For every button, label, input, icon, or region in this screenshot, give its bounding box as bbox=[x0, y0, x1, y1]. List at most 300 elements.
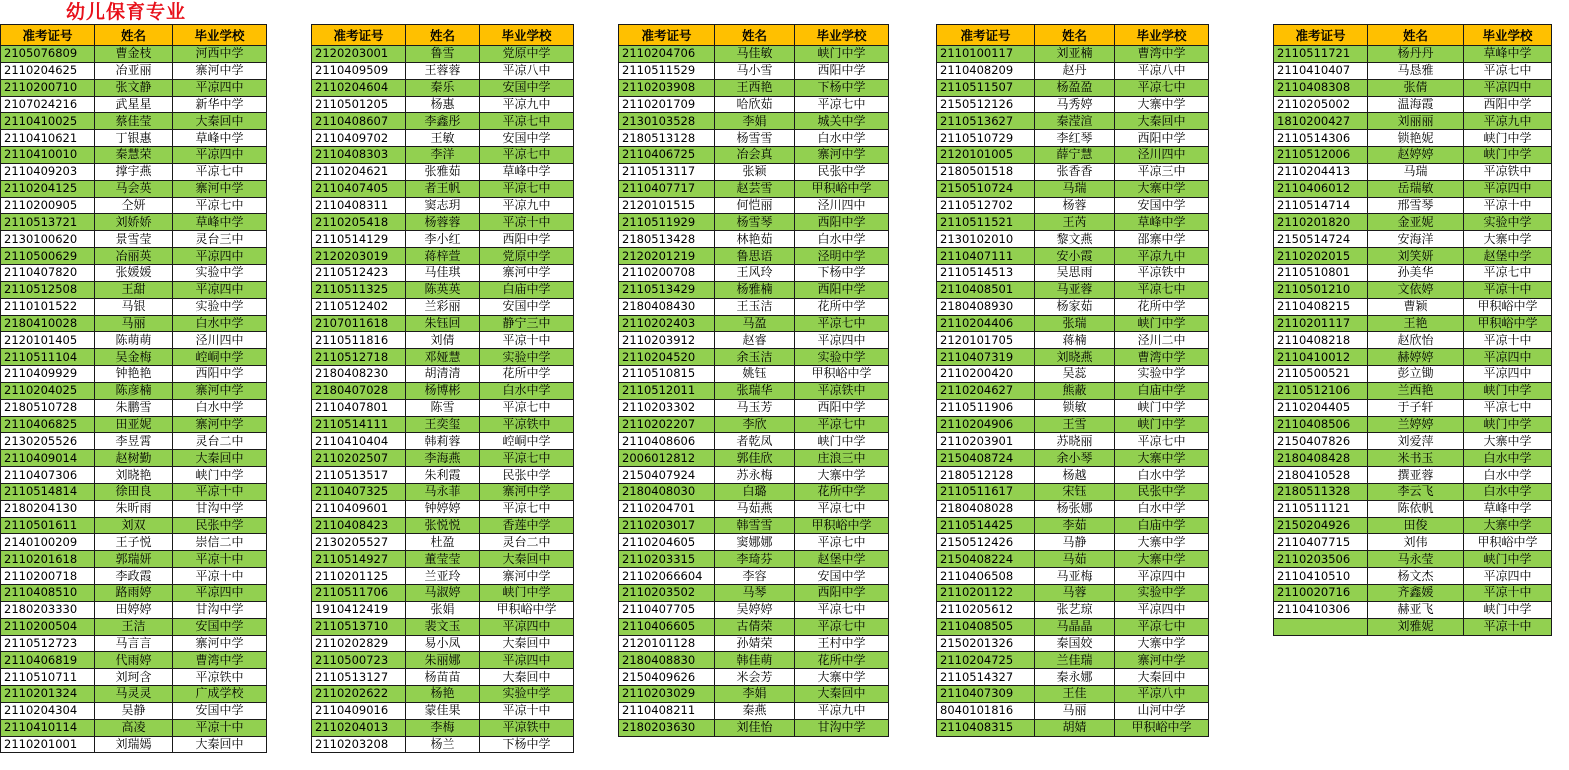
table-row bbox=[1274, 248, 1552, 265]
table-row bbox=[1274, 315, 1552, 332]
student-name-cell: 米会芳 bbox=[715, 669, 795, 686]
student-name-cell: 曹颖 bbox=[1368, 298, 1464, 315]
exam-id-cell: 2120203001 bbox=[312, 46, 406, 63]
student-name-cell: 王敏 bbox=[406, 130, 480, 147]
school-cell: 平凉七中 bbox=[1115, 618, 1209, 635]
exam-id-cell: 2110204413 bbox=[1274, 163, 1368, 180]
table-row bbox=[619, 315, 889, 332]
exam-id-cell: 2120101515 bbox=[619, 197, 715, 214]
exam-id-cell: 2110204725 bbox=[937, 652, 1035, 669]
table-row bbox=[619, 551, 889, 568]
table-row bbox=[1274, 214, 1552, 231]
student-name-cell: 熊蔽 bbox=[1035, 382, 1115, 399]
school-cell: 大秦回中 bbox=[173, 450, 267, 467]
student-name-cell: 窦娜娜 bbox=[715, 534, 795, 551]
school-cell: 泾川四中 bbox=[1115, 147, 1209, 164]
table-row bbox=[619, 197, 889, 214]
school-cell: 庄浪三中 bbox=[795, 450, 889, 467]
school-cell: 花所中学 bbox=[795, 298, 889, 315]
exam-id-cell: 2110514513 bbox=[937, 264, 1035, 281]
school-cell: 峡门中学 bbox=[480, 585, 574, 602]
table-row bbox=[619, 46, 889, 63]
student-name-cell: 刘雅妮 bbox=[1368, 618, 1464, 635]
school-cell: 白水中学 bbox=[173, 315, 267, 332]
header-name: 姓名 bbox=[406, 25, 480, 46]
exam-id-cell: 2110409203 bbox=[1, 163, 95, 180]
table-row bbox=[1, 450, 267, 467]
exam-id-cell: 2110203208 bbox=[312, 736, 406, 753]
school-cell: 曹湾中学 bbox=[173, 652, 267, 669]
table-row bbox=[619, 450, 889, 467]
student-name-cell: 冶丽英 bbox=[95, 248, 173, 265]
table-row bbox=[1274, 601, 1552, 618]
exam-id-cell: 2110512508 bbox=[1, 281, 95, 298]
school-cell: 曹湾中学 bbox=[1115, 349, 1209, 366]
exam-id-cell: 2110200710 bbox=[1, 79, 95, 96]
student-name-cell: 杨兰 bbox=[406, 736, 480, 753]
school-cell: 寨河中学 bbox=[173, 382, 267, 399]
exam-id-cell: 2110409702 bbox=[312, 130, 406, 147]
table-row bbox=[312, 467, 574, 484]
table-row bbox=[937, 46, 1209, 63]
student-name-cell: 李娟 bbox=[715, 113, 795, 130]
school-cell: 峡门中学 bbox=[1115, 315, 1209, 332]
table-row bbox=[1, 366, 267, 383]
table-row bbox=[937, 62, 1209, 79]
school-cell: 寨河中学 bbox=[173, 416, 267, 433]
school-cell: 新华中学 bbox=[173, 96, 267, 113]
student-name-cell: 韩佳萌 bbox=[715, 652, 795, 669]
school-cell: 平凉铁中 bbox=[1464, 163, 1552, 180]
student-name-cell: 刘倩 bbox=[406, 332, 480, 349]
table-row bbox=[1274, 197, 1552, 214]
exam-id-cell: 2110408211 bbox=[619, 702, 715, 719]
table-row bbox=[937, 332, 1209, 349]
exam-id-cell: 2110410407 bbox=[1274, 62, 1368, 79]
exam-id-cell: 2120101128 bbox=[619, 635, 715, 652]
table-row bbox=[937, 585, 1209, 602]
student-name-cell: 蒋梓萱 bbox=[406, 248, 480, 265]
table-row bbox=[312, 113, 574, 130]
school-cell: 大寨中学 bbox=[1464, 517, 1552, 534]
student-name-cell: 马永莹 bbox=[1368, 551, 1464, 568]
exam-id-cell: 2110511906 bbox=[937, 399, 1035, 416]
table-row bbox=[619, 534, 889, 551]
header-exam-id: 准考证号 bbox=[1, 25, 95, 46]
exam-id-cell: 2110512006 bbox=[1274, 147, 1368, 164]
table-row bbox=[937, 652, 1209, 669]
table-row bbox=[1, 231, 267, 248]
table-row bbox=[619, 281, 889, 298]
school-cell: 白水中学 bbox=[1115, 467, 1209, 484]
exam-id-cell: 2110410404 bbox=[312, 433, 406, 450]
exam-id-cell: 2110514425 bbox=[937, 517, 1035, 534]
student-name-cell: 马言言 bbox=[95, 635, 173, 652]
student-name-cell: 马茹燕 bbox=[715, 500, 795, 517]
student-name-cell: 赵欣怡 bbox=[1368, 332, 1464, 349]
table-row bbox=[937, 702, 1209, 719]
table-row bbox=[1274, 349, 1552, 366]
student-name-cell: 秦永娜 bbox=[1035, 669, 1115, 686]
student-name-cell: 李容 bbox=[715, 568, 795, 585]
table-row bbox=[1274, 618, 1552, 635]
exam-id-cell: 2110204701 bbox=[619, 500, 715, 517]
table-row bbox=[619, 366, 889, 383]
exam-id-cell: 2110203315 bbox=[619, 551, 715, 568]
table-row bbox=[1, 315, 267, 332]
student-name-cell: 吴思雨 bbox=[1035, 264, 1115, 281]
exam-id-cell: 2110204013 bbox=[312, 719, 406, 736]
school-cell: 平凉四中 bbox=[480, 652, 574, 669]
student-name-cell: 兰婷婷 bbox=[1368, 416, 1464, 433]
table-row bbox=[312, 551, 574, 568]
student-name-cell: 张悦悦 bbox=[406, 517, 480, 534]
student-name-cell: 孙美华 bbox=[1368, 264, 1464, 281]
exam-id-cell: 2180408830 bbox=[619, 652, 715, 669]
table-row bbox=[312, 96, 574, 113]
exam-id-cell: 2120101005 bbox=[937, 147, 1035, 164]
exam-id-cell: 2110500723 bbox=[312, 652, 406, 669]
student-name-cell: 安海洋 bbox=[1368, 231, 1464, 248]
student-name-cell: 马丽 bbox=[95, 315, 173, 332]
exam-id-cell: 2180408230 bbox=[312, 366, 406, 383]
exam-id-cell: 2110408303 bbox=[312, 147, 406, 164]
exam-id-cell: 2130102010 bbox=[937, 231, 1035, 248]
student-name-cell: 马银 bbox=[95, 298, 173, 315]
table-row bbox=[619, 433, 889, 450]
school-cell: 邵寨中学 bbox=[1115, 231, 1209, 248]
table-row bbox=[1, 635, 267, 652]
exam-id-cell: 1810200427 bbox=[1274, 113, 1368, 130]
exam-id-cell: 2150512426 bbox=[937, 534, 1035, 551]
exam-id-cell: 2110409014 bbox=[1, 450, 95, 467]
table-row bbox=[1, 686, 267, 703]
student-name-cell: 赵芸雪 bbox=[715, 180, 795, 197]
table-row bbox=[937, 686, 1209, 703]
table-row bbox=[619, 113, 889, 130]
table-row bbox=[1274, 264, 1552, 281]
school-cell: 大秦回中 bbox=[1115, 669, 1209, 686]
school-cell: 草峰中学 bbox=[480, 163, 574, 180]
header-school: 毕业学校 bbox=[480, 25, 574, 46]
school-cell: 寨河中学 bbox=[173, 635, 267, 652]
student-name-cell: 王雪 bbox=[1035, 416, 1115, 433]
school-cell: 大寨中学 bbox=[1464, 433, 1552, 450]
table-row bbox=[1274, 79, 1552, 96]
student-name-cell: 马灵灵 bbox=[95, 686, 173, 703]
exam-id-cell: 2110511706 bbox=[312, 585, 406, 602]
table-row bbox=[937, 163, 1209, 180]
school-cell: 大寨中学 bbox=[795, 467, 889, 484]
student-name-cell: 刘佳怡 bbox=[715, 719, 795, 736]
student-name-cell: 刘晓艳 bbox=[95, 467, 173, 484]
school-cell: 平凉九中 bbox=[1464, 113, 1552, 130]
header-exam-id: 准考证号 bbox=[937, 25, 1035, 46]
table-row bbox=[1, 585, 267, 602]
student-name-cell: 杨家茹 bbox=[1035, 298, 1115, 315]
student-name-cell: 苏晓丽 bbox=[1035, 433, 1115, 450]
exam-id-cell: 2110205002 bbox=[1274, 96, 1368, 113]
exam-id-cell: 2110200504 bbox=[1, 618, 95, 635]
school-cell: 草峰中学 bbox=[1464, 46, 1552, 63]
school-cell: 西阳中学 bbox=[795, 399, 889, 416]
school-cell: 白水中学 bbox=[1464, 467, 1552, 484]
student-name-cell: 郭瑞妍 bbox=[95, 551, 173, 568]
school-cell: 寨河中学 bbox=[480, 264, 574, 281]
exam-id-cell: 2110514714 bbox=[1274, 197, 1368, 214]
school-cell: 平凉七中 bbox=[795, 315, 889, 332]
table-row bbox=[1, 298, 267, 315]
student-name-cell: 刘丽丽 bbox=[1368, 113, 1464, 130]
exam-id-cell: 2110200420 bbox=[937, 366, 1035, 383]
exam-id-cell: 2110204627 bbox=[937, 382, 1035, 399]
student-name-cell: 李茹 bbox=[1035, 517, 1115, 534]
school-cell: 平凉铁中 bbox=[795, 382, 889, 399]
school-cell: 草峰中学 bbox=[1115, 214, 1209, 231]
table-row bbox=[619, 416, 889, 433]
exam-id-cell: 2110406605 bbox=[619, 618, 715, 635]
exam-id-cell: 2110201117 bbox=[1274, 315, 1368, 332]
student-name-cell: 者乾凤 bbox=[715, 433, 795, 450]
exam-id-cell: 2110407405 bbox=[312, 180, 406, 197]
table-row bbox=[1, 719, 267, 736]
school-cell: 峡门中学 bbox=[795, 433, 889, 450]
school-cell: 峡门中学 bbox=[1464, 382, 1552, 399]
exam-id-cell: 2180501518 bbox=[937, 163, 1035, 180]
student-name-cell: 马瑞 bbox=[1035, 180, 1115, 197]
student-name-cell: 冶亚丽 bbox=[95, 62, 173, 79]
table-row bbox=[619, 467, 889, 484]
table-row bbox=[312, 231, 574, 248]
roster-table-1 bbox=[0, 24, 267, 753]
table-row bbox=[312, 315, 574, 332]
school-cell: 花所中学 bbox=[795, 652, 889, 669]
school-cell: 平凉十中 bbox=[173, 568, 267, 585]
student-name-cell: 马永菲 bbox=[406, 483, 480, 500]
exam-id-cell: 2110409601 bbox=[312, 500, 406, 517]
school-cell: 甲积峪中学 bbox=[795, 366, 889, 383]
student-name-cell: 邢雪琴 bbox=[1368, 197, 1464, 214]
student-name-cell: 刘爱萍 bbox=[1368, 433, 1464, 450]
table-row bbox=[312, 450, 574, 467]
exam-id-cell: 2110408311 bbox=[312, 197, 406, 214]
exam-id-cell: 2110512011 bbox=[619, 382, 715, 399]
student-name-cell: 朱鹏雪 bbox=[95, 399, 173, 416]
school-cell: 平凉三中 bbox=[1115, 163, 1209, 180]
school-cell: 平凉七中 bbox=[480, 147, 574, 164]
school-cell: 平凉十中 bbox=[480, 332, 574, 349]
exam-id-cell: 2110203901 bbox=[937, 433, 1035, 450]
table-row bbox=[937, 130, 1209, 147]
exam-id-cell: 2110501611 bbox=[1, 517, 95, 534]
table-row bbox=[1274, 585, 1552, 602]
student-name-cell: 马瑞 bbox=[1368, 163, 1464, 180]
table-row bbox=[1, 214, 267, 231]
table-row bbox=[619, 635, 889, 652]
roster-table-5 bbox=[1273, 24, 1552, 636]
school-cell: 平凉四中 bbox=[795, 332, 889, 349]
table-row bbox=[312, 147, 574, 164]
school-cell: 民张中学 bbox=[1115, 483, 1209, 500]
exam-id-cell: 2110409929 bbox=[1, 366, 95, 383]
student-name-cell: 曹金枝 bbox=[95, 46, 173, 63]
exam-id-cell: 2110408218 bbox=[1274, 332, 1368, 349]
school-cell: 西阳中学 bbox=[795, 281, 889, 298]
exam-id-cell: 2110408308 bbox=[1274, 79, 1368, 96]
school-cell: 平凉七中 bbox=[795, 416, 889, 433]
school-cell: 白水中学 bbox=[1464, 483, 1552, 500]
table-row bbox=[937, 214, 1209, 231]
exam-id-cell: 2110500629 bbox=[1, 248, 95, 265]
exam-id-cell: 2110512723 bbox=[1, 635, 95, 652]
table-row bbox=[312, 399, 574, 416]
school-cell: 大寨中学 bbox=[1115, 96, 1209, 113]
student-name-cell: 李昱霄 bbox=[95, 433, 173, 450]
exam-id-cell: 2180204130 bbox=[1, 500, 95, 517]
exam-id-cell: 2110514327 bbox=[937, 669, 1035, 686]
school-cell: 平凉七中 bbox=[480, 180, 574, 197]
student-name-cell: 苏永梅 bbox=[715, 467, 795, 484]
table-row bbox=[1274, 467, 1552, 484]
school-cell: 西阳中学 bbox=[795, 62, 889, 79]
exam-id-cell: 2110408506 bbox=[1274, 416, 1368, 433]
table-row bbox=[937, 483, 1209, 500]
school-cell: 寨河中学 bbox=[480, 483, 574, 500]
table-row bbox=[1274, 551, 1552, 568]
table-row bbox=[619, 214, 889, 231]
roster-table-2 bbox=[311, 24, 574, 753]
table-row bbox=[619, 483, 889, 500]
school-cell: 安国中学 bbox=[173, 618, 267, 635]
exam-id-cell: 2150408724 bbox=[937, 450, 1035, 467]
student-name-cell: 马亚梅 bbox=[1035, 568, 1115, 585]
table-row bbox=[619, 130, 889, 147]
school-cell: 平凉七中 bbox=[1464, 264, 1552, 281]
school-cell: 平凉十中 bbox=[1464, 332, 1552, 349]
exam-id-cell: 2120201219 bbox=[619, 248, 715, 265]
exam-id-cell: 2110408505 bbox=[937, 618, 1035, 635]
exam-id-cell: 2110410114 bbox=[1, 719, 95, 736]
exam-id-cell: 2110511104 bbox=[1, 349, 95, 366]
table-row bbox=[1, 46, 267, 63]
student-name-cell: 代雨婷 bbox=[95, 652, 173, 669]
exam-id-cell: 2180408430 bbox=[619, 298, 715, 315]
student-name-cell: 李娟 bbox=[715, 686, 795, 703]
student-name-cell: 兰西艳 bbox=[1368, 382, 1464, 399]
table-row bbox=[619, 517, 889, 534]
school-cell: 西阳中学 bbox=[173, 366, 267, 383]
school-cell: 平凉四中 bbox=[173, 248, 267, 265]
table-row bbox=[1, 534, 267, 551]
school-cell: 崆峒中学 bbox=[480, 433, 574, 450]
table-row bbox=[619, 298, 889, 315]
school-cell: 大寨中学 bbox=[1115, 180, 1209, 197]
student-name-cell: 刘瑞嫣 bbox=[95, 736, 173, 753]
exam-id-cell: 21102066604 bbox=[619, 568, 715, 585]
school-cell: 平凉十中 bbox=[480, 702, 574, 719]
table-row bbox=[1, 281, 267, 298]
student-name-cell: 杨博彬 bbox=[406, 382, 480, 399]
student-name-cell: 薛宁慧 bbox=[1035, 147, 1115, 164]
school-cell: 甘沟中学 bbox=[795, 719, 889, 736]
table-row bbox=[937, 147, 1209, 164]
student-name-cell: 马小雪 bbox=[715, 62, 795, 79]
school-cell: 甲积峪中学 bbox=[795, 517, 889, 534]
roster-table-3 bbox=[618, 24, 889, 737]
exam-id-cell: 2110409016 bbox=[312, 702, 406, 719]
table-row bbox=[312, 180, 574, 197]
student-name-cell: 白璐 bbox=[715, 483, 795, 500]
school-cell: 实验中学 bbox=[1464, 214, 1552, 231]
exam-id-cell: 2110514111 bbox=[312, 416, 406, 433]
roster-table-4 bbox=[936, 24, 1209, 737]
table-row bbox=[1274, 62, 1552, 79]
header-school: 毕业学校 bbox=[1464, 25, 1552, 46]
header-row bbox=[312, 25, 574, 46]
student-name-cell: 杨丹丹 bbox=[1368, 46, 1464, 63]
exam-id-cell: 2110201820 bbox=[1274, 214, 1368, 231]
exam-id-cell: 2110410025 bbox=[1, 113, 95, 130]
school-cell: 平凉四中 bbox=[1115, 601, 1209, 618]
school-cell: 平凉七中 bbox=[1464, 62, 1552, 79]
exam-id-cell: 2110201125 bbox=[312, 568, 406, 585]
student-name-cell: 林艳茹 bbox=[715, 231, 795, 248]
table-row bbox=[937, 366, 1209, 383]
table-row bbox=[312, 248, 574, 265]
table-row bbox=[619, 601, 889, 618]
student-name-cell: 马玉芳 bbox=[715, 399, 795, 416]
table-row bbox=[937, 635, 1209, 652]
student-name-cell: 胡清清 bbox=[406, 366, 480, 383]
school-cell: 平凉八中 bbox=[1115, 686, 1209, 703]
school-cell: 大寨中学 bbox=[1115, 534, 1209, 551]
student-name-cell: 陈彦楠 bbox=[95, 382, 173, 399]
student-name-cell: 张文静 bbox=[95, 79, 173, 96]
school-cell: 实验中学 bbox=[173, 264, 267, 281]
exam-id-cell: 2110200905 bbox=[1, 197, 95, 214]
school-cell: 崇信二中 bbox=[173, 534, 267, 551]
exam-id-cell: 2110514129 bbox=[312, 231, 406, 248]
table-row bbox=[937, 79, 1209, 96]
school-cell: 静宁三中 bbox=[480, 315, 574, 332]
exam-id-cell: 2110202829 bbox=[312, 635, 406, 652]
school-cell: 赵堡中学 bbox=[795, 551, 889, 568]
table-row bbox=[619, 702, 889, 719]
school-cell: 甲积峪中学 bbox=[1464, 534, 1552, 551]
exam-id-cell: 2110204906 bbox=[937, 416, 1035, 433]
student-name-cell: 景雪莹 bbox=[95, 231, 173, 248]
table-row bbox=[312, 669, 574, 686]
school-cell: 平凉七中 bbox=[795, 96, 889, 113]
table-row bbox=[1274, 113, 1552, 130]
school-cell: 平凉铁中 bbox=[173, 669, 267, 686]
school-cell: 平凉七中 bbox=[1115, 433, 1209, 450]
exam-id-cell: 2110410306 bbox=[1274, 601, 1368, 618]
school-cell: 峡门中学 bbox=[795, 46, 889, 63]
exam-id-cell: 2110512702 bbox=[937, 197, 1035, 214]
school-cell: 平凉四中 bbox=[1115, 568, 1209, 585]
table-row bbox=[1, 500, 267, 517]
table-row bbox=[312, 736, 574, 753]
exam-id-cell: 2110100117 bbox=[937, 46, 1035, 63]
table-row bbox=[1274, 483, 1552, 500]
student-name-cell: 文依婷 bbox=[1368, 281, 1464, 298]
school-cell: 平凉九中 bbox=[795, 702, 889, 719]
school-cell: 实验中学 bbox=[480, 686, 574, 703]
table-row bbox=[312, 601, 574, 618]
school-cell: 平凉九中 bbox=[480, 96, 574, 113]
student-name-cell: 窦志玥 bbox=[406, 197, 480, 214]
